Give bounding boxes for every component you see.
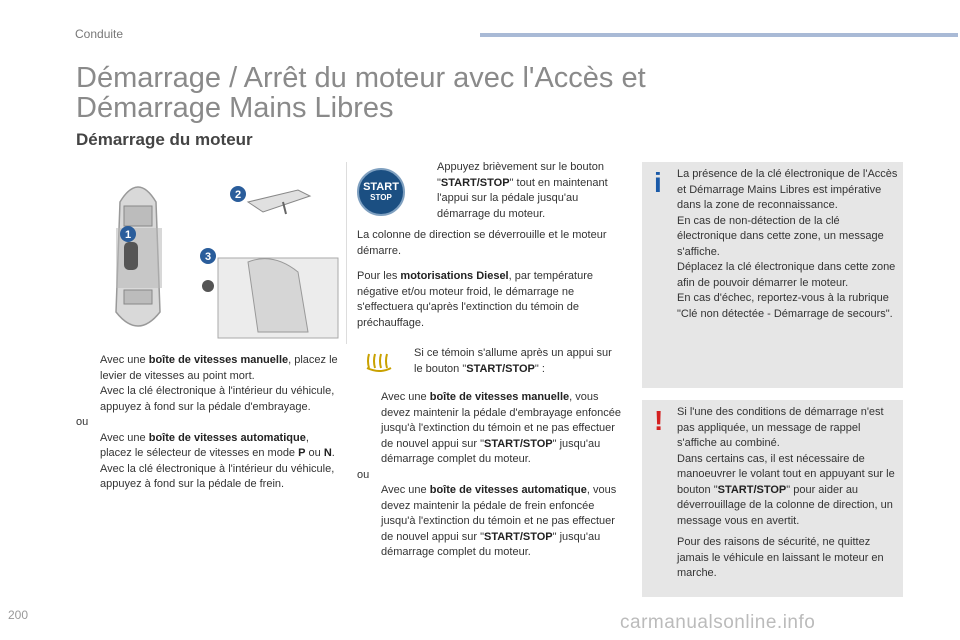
header-bar (480, 33, 958, 37)
callout-1: 1 (124, 229, 132, 241)
warning-paragraph: Pour des raisons de sécurité, ne quittez jamais le véhicule en laissant le moteur en marche. (677, 536, 884, 579)
info-paragraph: Déplacez la clé électronique dans cette zone afin de pouvoir démarrer le moteur. (677, 261, 896, 289)
warning-icon: ! (654, 405, 664, 436)
start-label: START (363, 181, 399, 193)
stop-label: STOP (370, 193, 392, 202)
title-line-1: Démarrage / Arrêt du moteur avec l'Accès et (76, 62, 646, 94)
title-line-2: Démarrage Mains Libres (76, 92, 394, 124)
car-key-diagram (98, 162, 346, 344)
watermark: carmanualsonline.info (620, 612, 816, 633)
list-item: Avec une boîte de vitesses manuelle, placez le levier de vitesses au point mort. (100, 354, 338, 382)
page-number: 200 (8, 608, 29, 622)
callout-2: 2 (234, 189, 242, 201)
key-fob (124, 242, 138, 270)
list-item: Avec une boîte de vitesses manuelle, vous devez maintenir la pédale d'embrayage enfoncée jusqu'à l'extinction du témoin et ne pas effectuer de nouvel appui sur "START/STOP" jusqu'au démarrage complet du moteur. (381, 391, 621, 465)
car-illustration (98, 162, 347, 344)
list-item: Avec la clé électronique à l'intérieur du véhicule, appuyez à fond sur la pédale d'embrayage. (100, 385, 335, 413)
list-item: Avec une boîte de vitesses automatique, placez le sélecteur de vitesses en mode P ou N. (100, 431, 335, 459)
warning-panel (642, 400, 903, 597)
page-title (76, 63, 776, 123)
list-item: Appuyez brièvement sur le bouton "START/STOP" tout en maintenant l'appui sur la pédale jusqu'au démarrage du moteur. (437, 161, 608, 220)
diesel-text: Pour les motorisations Diesel, par température négative et/ou moteur froid, le démarrage ne s'effectuera qu'après l'extinction du témoin de préchauffage. (357, 270, 593, 329)
start-stop-button-icon (357, 168, 405, 216)
glow-plug-icon (365, 350, 395, 372)
section-subtitle: Démarrage du moteur (76, 130, 253, 149)
warning-paragraph: Si l'une des conditions de démarrage n'est pas appliquée, un message de rappel s'affiche au combiné. (677, 406, 884, 449)
section-header: Conduite (75, 27, 124, 41)
start-button-small (202, 280, 214, 292)
or-separator: ou (76, 416, 89, 428)
info-paragraph: En cas d'échec, reportez-vous à la rubrique "Clé non détectée - Démarrage de secours". (677, 292, 893, 320)
info-text (677, 167, 899, 322)
list-item: Avec une boîte de vitesses automatique, vous devez maintenir la pédale de frein enfoncée jusqu'à l'extinction du témoin et ne pas effectuer de nouvel appui sur "START/STOP" jusqu'au démarrage complet du moteur. (381, 484, 617, 558)
info-paragraph: En cas de non-détection de la clé électronique dans cette zone, un message s'affiche. (677, 214, 884, 258)
press-instruction (413, 160, 613, 222)
middle-column (357, 390, 622, 561)
info-icon: i (654, 167, 662, 198)
warning-paragraph: Dans certains cas, il est nécessaire de manoeuvrer le volant tout en appuyant sur le bouton "START/STOP" pour aider au déverrouillage de la colonne de direction, un message vous en avertit. (677, 452, 895, 527)
info-paragraph: La présence de la clé électronique de l'Accès et Démarrage Mains Libres est impérative dans la zone de reconnaissance. (677, 168, 898, 211)
car-rear-window (124, 290, 152, 304)
pedal (248, 190, 310, 212)
steering-unlock-text: La colonne de direction se déverrouille et le moteur démarre. (357, 229, 607, 257)
warning-text (677, 405, 899, 582)
car-windshield (124, 206, 152, 226)
or-separator: ou (357, 468, 370, 481)
info-panel (642, 162, 903, 388)
lamp-text: Si ce témoin s'allume après un appui sur le bouton "START/STOP" : (414, 347, 612, 375)
list-item: Avec la clé électronique à l'intérieur du véhicule, appuyez à fond sur la pédale de frein. (100, 462, 335, 490)
left-column (76, 353, 338, 493)
callout-3: 3 (204, 251, 212, 263)
